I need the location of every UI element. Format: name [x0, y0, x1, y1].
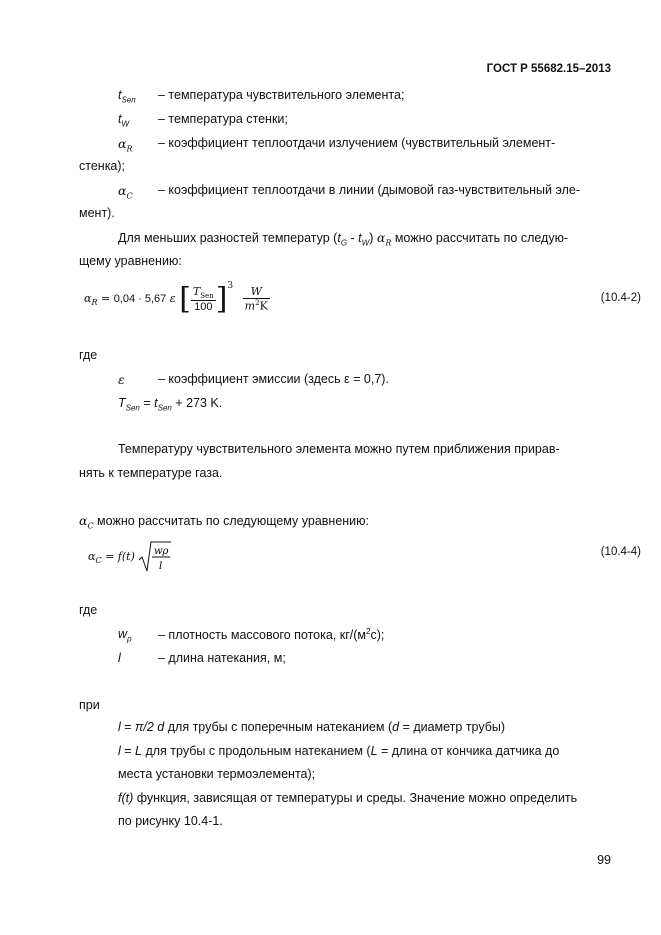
definition-continuation: мент). [79, 206, 115, 220]
definition-epsilon: ε [118, 372, 125, 387]
paragraph-line: щему уравнению: [79, 254, 182, 268]
definition-l: l [118, 651, 121, 665]
equation-number: (10.4-4) [600, 546, 641, 558]
square-root [138, 540, 172, 574]
condition-cross-flow: l = π/2 d для трубы с поперечным натеканием (d = диаметр трубы) [118, 720, 506, 734]
equation-10-4-4: $\alpha_C = f(t)$ wρ l [88, 540, 172, 574]
symbol: $t_{Sen}$ [118, 88, 136, 105]
definition-tsen [118, 88, 136, 105]
symbol: $\alpha_C$ [118, 183, 133, 201]
where-label: где [79, 348, 98, 362]
svg-text:wρ: wρ [154, 546, 169, 557]
definition-alpha-r [118, 136, 132, 154]
definition-text: – температура стенки; [158, 112, 288, 126]
definition-text: – коэффициент теплоотдачи излучением (чувствительный элемент- [158, 136, 556, 150]
standard-code: ГОСТ Р 55682.15–2013 [486, 63, 611, 75]
paragraph-line: Для меньших разностей температур $(t_G - t_W)$ $\alpha_R$ можно рассчитать по следую- [118, 230, 569, 248]
equation-number: (10.4-2) [600, 292, 641, 304]
definition-tsen-relation: $T_{Sen} = t_{Sen} + 273$ K. [118, 396, 223, 413]
definition-continuation: стенка); [79, 159, 126, 173]
definition-text: – температура чувствительного элемента; [158, 88, 405, 102]
definition-tw [118, 112, 129, 129]
definition-text: – длина натекания, м; [158, 651, 286, 665]
paragraph-line: $\alpha_C$ можно рассчитать по следующему уравнению: [79, 513, 370, 531]
radical-sign-icon [138, 540, 172, 574]
definition-alpha-c [118, 183, 133, 201]
equation-10-4-2: $\alpha_R = 0,04 \cdot 5,67$ ε [ $\frac{T_{Sen}}{100}$ ]$^3$ $\frac{W}{m^2K}$ [84, 281, 268, 317]
definition-text: – коэффициент теплоотдачи в линии (дымовой газ-чувствительный эле- [158, 183, 580, 197]
page-number: 99 [597, 853, 611, 867]
paragraph-line: нять к температуре газа. [79, 466, 223, 480]
svg-text:l: l [159, 561, 163, 572]
condition-function: f(t) функция, зависящая от температуры и среды. Значение можно определить [118, 791, 578, 805]
definition-w-rho: $w_\rho$ [118, 627, 132, 644]
where-label: где [79, 603, 98, 617]
definition-text: – плотность массового потока, $кг/(м^2с)$; [158, 627, 385, 643]
at-label: при [79, 698, 100, 712]
paragraph-line: Температуру чувствительного элемента можно путем приближения прирав- [118, 442, 560, 456]
symbol: $\alpha_R$ [118, 136, 133, 154]
condition-continuation: места установки термоэлемента); [118, 767, 316, 781]
condition-continuation: по рисунку 10.4-1. [118, 814, 223, 828]
condition-longitudinal-flow: l = L для трубы с продольным натеканием (L = длина от кончика датчика до [118, 744, 560, 758]
symbol: $t_W$ [118, 112, 130, 129]
definition-text: – коэффициент эмиссии (здесь ε = 0,7). [158, 372, 389, 386]
